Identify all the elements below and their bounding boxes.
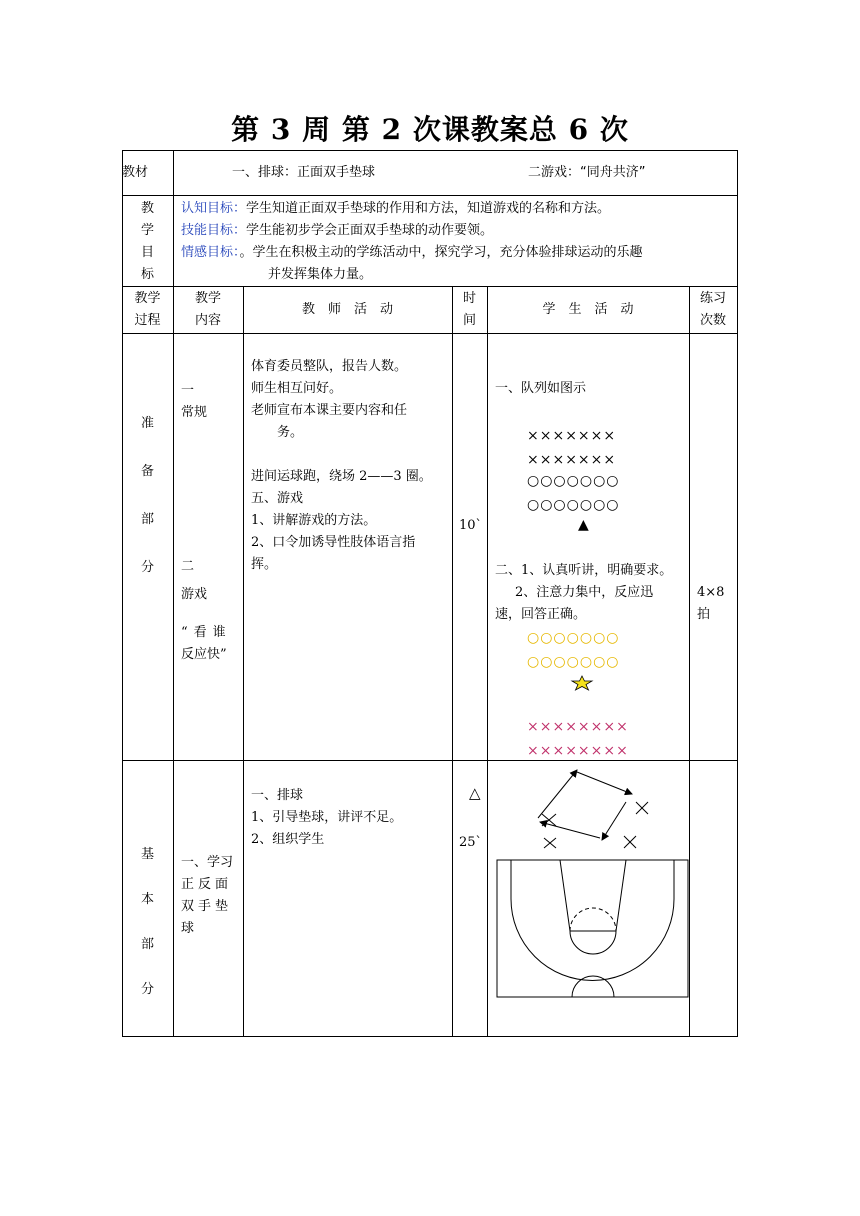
header-time: 时 间 [462,291,476,328]
prep-practice: 4×8 拍 [697,585,725,622]
prep-process: 准 备 部 分 [140,416,154,575]
prep-student-title: 一、队列如图示 [495,381,587,396]
court-diagram [496,859,689,998]
teacher-position-triangle: ▲ [578,517,589,533]
prep-teacher-activities: 体育委员整队，报告人数。 师生相互问好。 老师宣布本课主要内容和任 务。 进间运球跑，绕场 2——3 圈。 五、游戏 1、讲解游戏的方法。 2、口令加诱导性肢体语言指 挥。 [251,359,432,572]
prep-student-activities: 二、1、认真听讲，明确要求。 2、注意力集中，反应迅 速，回答正确。 [495,563,673,622]
header-practice: 练习 次数 [699,291,726,328]
goals-label: 教 学 目 标 [140,201,154,282]
prep-content-game: 二 游戏 “看谁 反应快” [181,559,232,662]
prep-time: 10` [459,518,483,533]
header-student: 学 生 活 动 [542,302,634,317]
passing-drill-diagram [520,764,670,854]
basic-triangle: △ [469,784,481,802]
material-item-volleyball: 一、排球：正面双手垫球 [232,165,376,180]
header-teacher: 教 师 活 动 [301,302,393,317]
basic-process: 基 本 部 分 [140,847,154,997]
page-title: 第 3 周 第 2 次课教案总 6 次 [231,113,629,146]
basic-content: 一、学习 正反面 双手垫 球 [181,855,234,936]
game-crosses: ×××××××× ×××××××× [527,719,629,759]
basic-time: 25` [459,835,483,850]
goal-emotion-cont: 并发挥集体力量。 [268,267,373,282]
star-icon [570,675,594,691]
basic-teacher-activities: 一、排球 1、引导垫球，讲评不足。 2、组织学生 [251,788,403,847]
formation-crosses: ××××××× ××××××× [527,428,617,468]
goal-skill: 技能目标：学生能初步学会正面双手垫球的动作要领。 [181,223,494,238]
material-label: 教材 [122,165,149,180]
game-circles: ○○○○○○○ ○○○○○○○ [527,630,620,670]
header-content: 教学 内容 [194,291,221,328]
goal-emotion: 情感目标：。学生在积极主动的学练活动中，探究学习，充分体验排球运动的乐趣 [181,245,643,260]
goal-cognitive: 认知目标：学生知道正面双手垫球的作用和方法，知道游戏的名称和方法。 [181,201,611,216]
material-item-game: 二游戏：“同舟共济” [528,165,646,180]
header-process: 教学 过程 [134,291,161,328]
formation-circles: ○○○○○○○ ○○○○○○○ [527,473,620,513]
prep-content-routine: 一 常规 [181,383,208,420]
